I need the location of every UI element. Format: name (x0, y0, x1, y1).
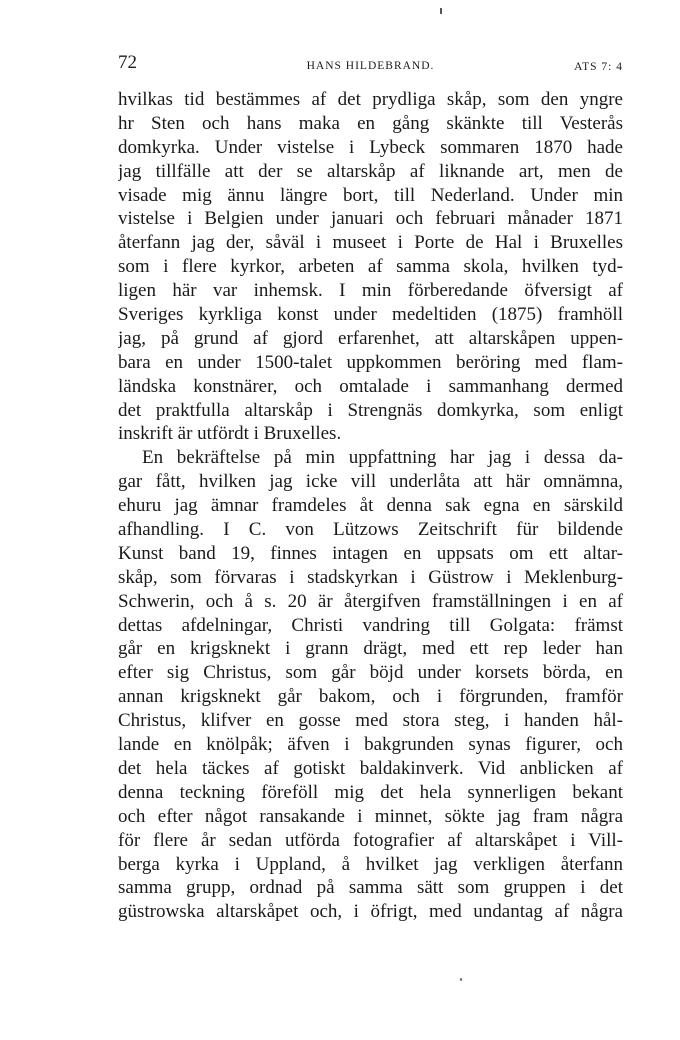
text-line: gar fått, hvilken jag icke vill underlåta att här omnämna, (118, 471, 623, 493)
text-line: Schwerin, och å s. 20 är återgifven framställningen i en af (118, 590, 623, 612)
text-line: samma grupp, ordnad på samma sätt som gruppen i det (118, 877, 623, 899)
text-line: Christus, klifver en gosse med stora steg, i handen hål- (118, 710, 623, 732)
text-line: hvilkas tid bestämmes af det prydliga skåp, som den yngre (118, 89, 623, 110)
text-line: går en krigsknekt i grann drägt, med ett rep leder han (118, 638, 623, 660)
text-line: ländska konstnärer, och omtalade i sammanhang dermed (118, 375, 623, 397)
text-line: skåp, som förvaras i stadskyrkan i Güstrow i Meklenburg- (118, 566, 623, 588)
text-line: inskrift är utfördt i Bruxelles. (118, 423, 342, 445)
text-line: afhandling. I C. von Lützows Zeitschrift für bildende (118, 519, 623, 541)
running-head: HANS HILDEBRAND. (306, 60, 435, 72)
text-line: ligen här var inhemsk. I min förberedande öfversigt af (118, 280, 623, 302)
text-line: återfann jag der, såväl i museet i Porte de Hal i Bruxelles (118, 232, 623, 254)
signature-mark: ATS 7: 4 (574, 61, 623, 73)
text-line: det praktfulla altarskåp i Strengnäs domkyrka, som enligt (118, 399, 623, 421)
text-line: det hela täckes af gotiskt baldakinverk. Vid anblicken af (118, 757, 623, 779)
page-header (118, 52, 623, 78)
text-line: vistelse i Belgien under januari och februari månader 1871 (118, 208, 623, 230)
body-text (118, 88, 623, 924)
text-line: denna teckning föreföll mig det hela synnerligen bekant (118, 781, 623, 803)
text-line: Sveriges kyrkliga konst under medeltiden (1875) framhöll (118, 304, 623, 326)
text-line: bara en under 1500-talet uppkommen beröring med flam- (118, 351, 623, 373)
text-line: En bekräftelse på min uppfattning har jag i dessa da- (142, 447, 623, 469)
text-line: och efter något ransakande i minnet, sökte jag fram några (118, 805, 623, 827)
text-line: hr Sten och hans maka en gång skänkte till Vesterås (118, 112, 623, 134)
text-line: efter sig Christus, som går böjd under korsets börda, en (118, 662, 623, 684)
text-line: annan krigsknekt går bakom, och i förgrunden, framför (118, 686, 623, 708)
text-line: för flere år sedan utförda fotografier af altarskåpet i Vill- (118, 829, 623, 851)
text-line: domkyrka. Under vistelse i Lybeck sommaren 1870 hade (118, 136, 623, 158)
text-line: jag tillfälle att der se altarskåp af liknande art, men de (118, 160, 623, 182)
text-line: visade mig ännu längre bort, till Nederland. Under min (118, 184, 623, 206)
text-line: lande en knölpåk; äfven i bakgrunden synas figurer, och (118, 734, 623, 756)
page-number: 72 (118, 52, 137, 73)
text-line: dettas afdelningar, Christi vandring till Golgata: främst (118, 614, 623, 636)
speck (460, 978, 462, 981)
text-line: jag, på grund af gjord erfarenhet, att altarskåpen uppen- (118, 327, 623, 349)
text-line: güstrowska altarskåpet och, i öfrigt, med undantag af några (118, 901, 623, 923)
text-line: ehuru jag ämnar framdeles åt denna sak egna en särskild (118, 495, 623, 517)
text-line: som i flere kyrkor, arbeten af samma skola, hvilken tyd- (118, 256, 623, 278)
print-mark (440, 8, 442, 14)
text-line: berga kyrka i Uppland, å hvilket jag verkligen återfann (118, 853, 623, 875)
text-line: Kunst band 19, finnes intagen en uppsats om ett altar- (118, 542, 623, 564)
